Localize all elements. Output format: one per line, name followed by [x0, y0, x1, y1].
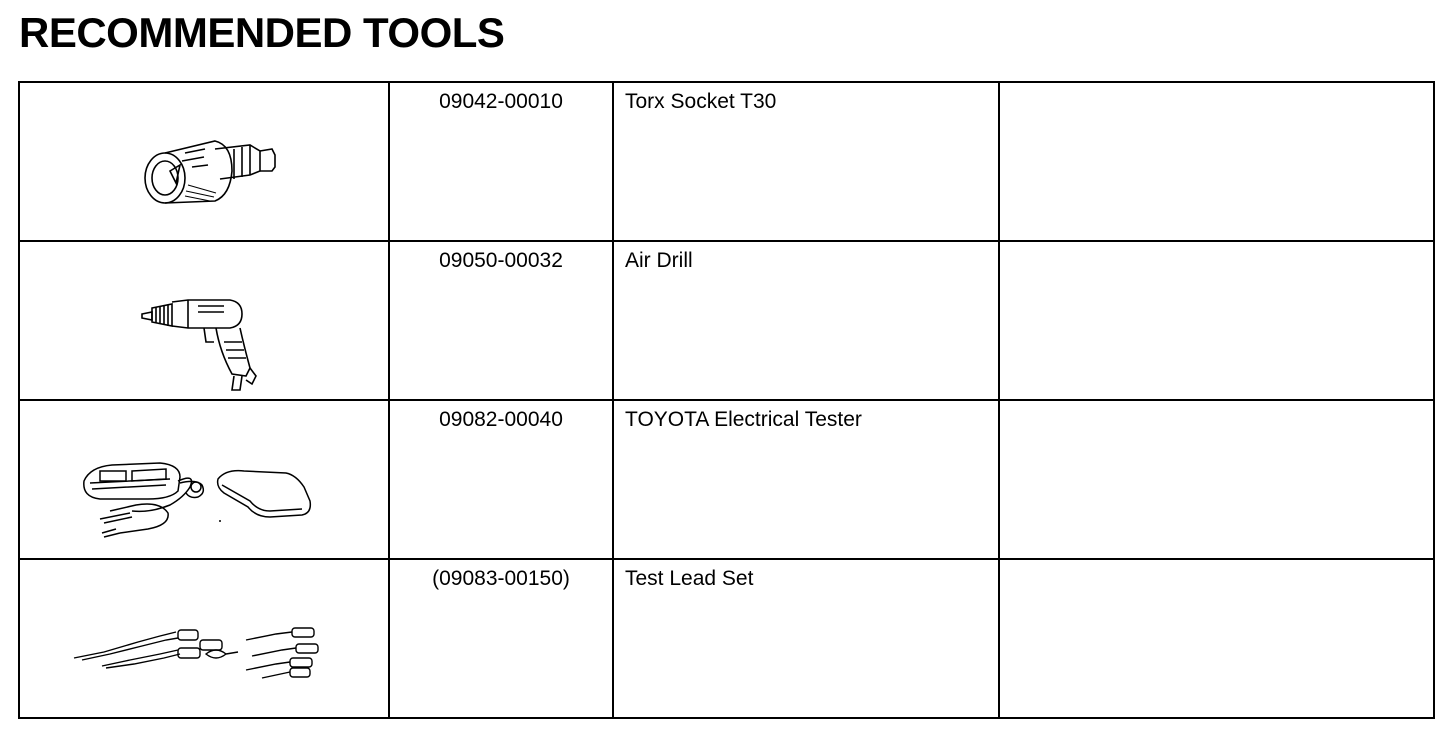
tool-image-cell: [19, 559, 389, 718]
electrical-tester-illustration: [20, 401, 388, 558]
tool-image-cell: [19, 400, 389, 559]
tool-name-cell: [613, 559, 999, 718]
part-number: 09050-00032: [439, 249, 563, 272]
tool-name: Test Lead Set: [625, 567, 754, 590]
tool-name: TOYOTA Electrical Tester: [625, 408, 862, 431]
tool-name-cell: [613, 82, 999, 241]
notes-cell: [999, 559, 1434, 718]
table-row: [19, 82, 1434, 241]
notes-cell: [999, 82, 1434, 241]
tool-image-cell: [19, 241, 389, 400]
recommended-tools-table: [18, 81, 1435, 719]
notes-cell: [999, 241, 1434, 400]
tool-name-cell: [613, 400, 999, 559]
tool-name: Air Drill: [625, 249, 693, 272]
test-lead-set-illustration: [20, 560, 388, 717]
tool-name: Torx Socket T30: [625, 90, 777, 113]
page-title: RECOMMENDED TOOLS: [19, 9, 505, 56]
part-number: 09042-00010: [439, 90, 563, 113]
part-number-cell: [389, 400, 613, 559]
part-number-cell: [389, 559, 613, 718]
tool-name-cell: [613, 241, 999, 400]
part-number-cell: [389, 82, 613, 241]
torx-socket-illustration: [20, 83, 388, 240]
air-drill-illustration: [20, 242, 388, 399]
table-row: [19, 559, 1434, 718]
notes-cell: [999, 400, 1434, 559]
table-row: [19, 241, 1434, 400]
part-number: (09083-00150): [432, 567, 570, 590]
table-row: [19, 400, 1434, 559]
part-number: 09082-00040: [439, 408, 563, 431]
part-number-cell: [389, 241, 613, 400]
tool-image-cell: [19, 82, 389, 241]
